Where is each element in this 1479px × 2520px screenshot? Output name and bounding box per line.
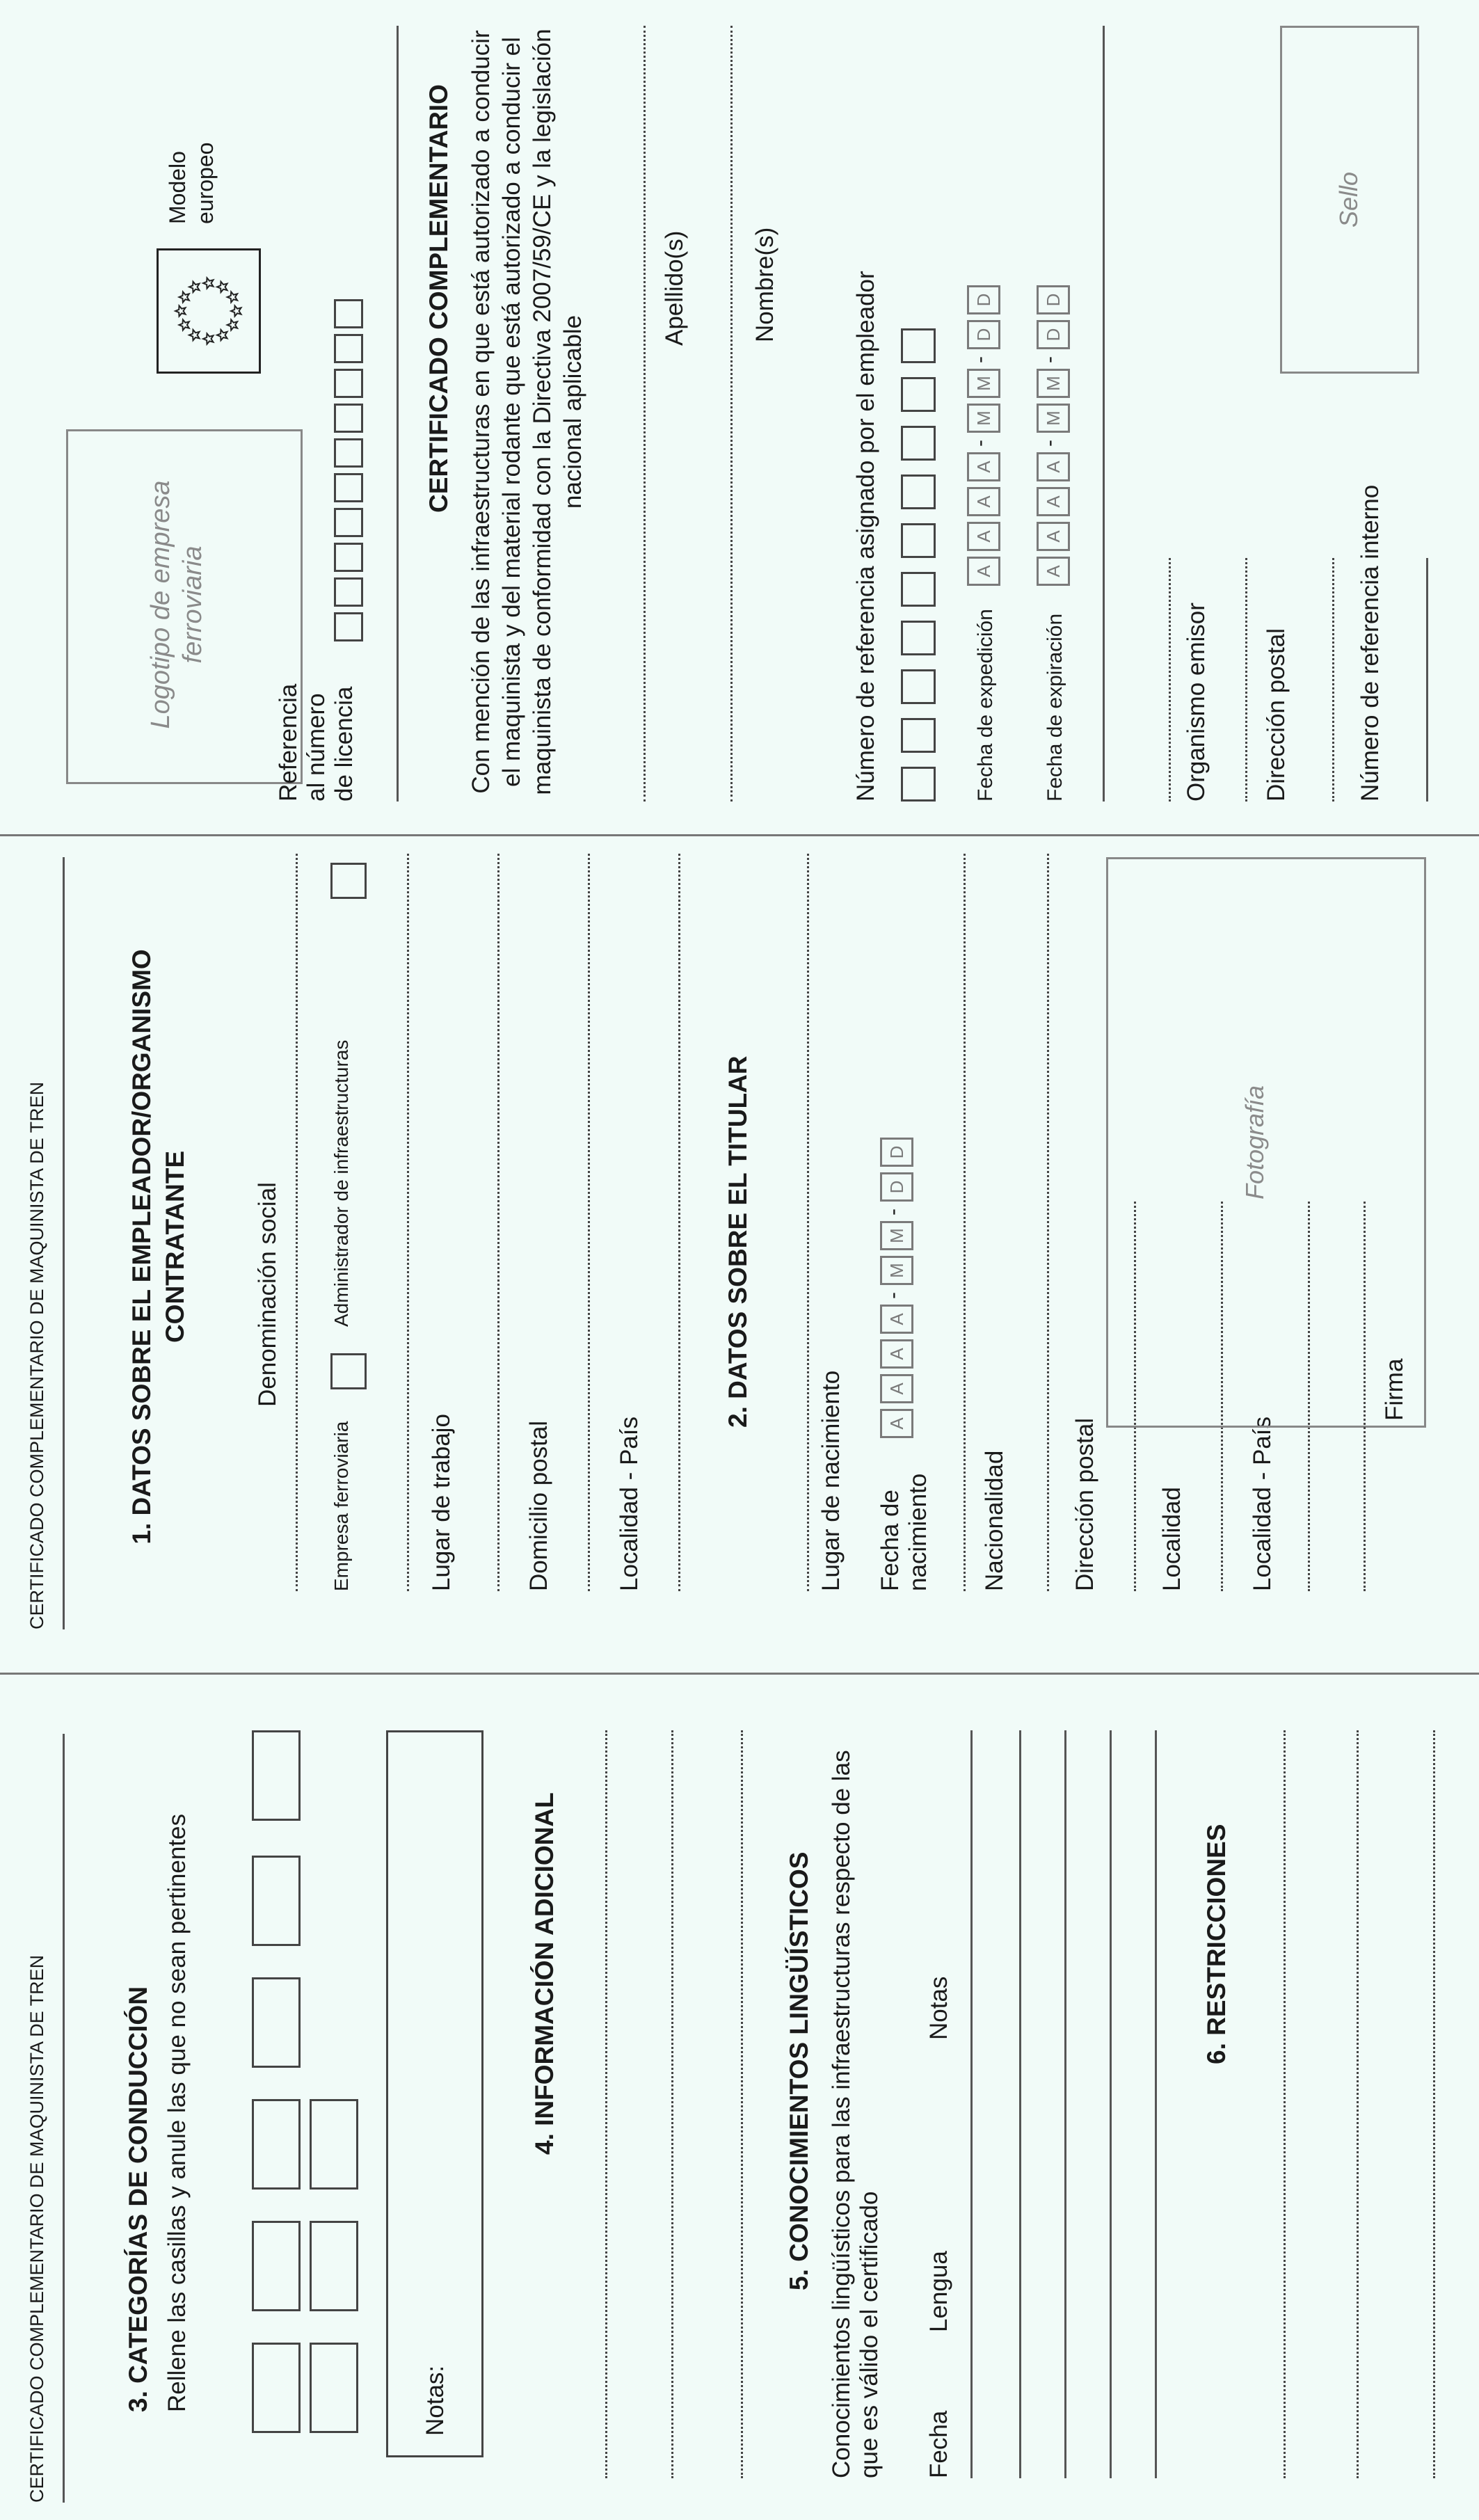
info-line[interactable] xyxy=(671,1730,673,2478)
direccion-postal-label: Dirección postal xyxy=(1263,628,1290,802)
date-box[interactable]: M xyxy=(880,1221,913,1250)
date-box[interactable]: D xyxy=(1037,320,1070,349)
date-box[interactable]: A xyxy=(1037,452,1070,481)
restriction-line[interactable] xyxy=(1357,1730,1359,2478)
organismo-emisor-label: Organismo emisor xyxy=(1183,603,1210,802)
ref-licencia-label: Referencia al número de licencia xyxy=(275,683,358,802)
category-box[interactable] xyxy=(252,1730,301,1821)
eu-stars-icon xyxy=(159,250,259,372)
employer-ref-box[interactable] xyxy=(901,767,936,802)
logo-frame xyxy=(66,429,303,784)
lugar-nacimiento-label: Lugar de nacimiento xyxy=(817,1370,845,1591)
apellidos-label: Apellido(s) xyxy=(661,230,688,346)
nombres-line[interactable] xyxy=(730,26,733,802)
localidad-pais2-label: Localidad - País xyxy=(1249,1417,1276,1591)
date-box[interactable]: A xyxy=(1037,522,1070,551)
header-mid: CERTIFICADO COMPLEMENTARIO DE MAQUINISTA DE TREN xyxy=(26,1081,47,1629)
lugar-trabajo-label: Lugar de trabajo xyxy=(428,1414,455,1591)
star-icon xyxy=(231,305,241,316)
restriction-line[interactable] xyxy=(1284,1730,1286,2478)
photo-frame[interactable] xyxy=(1106,857,1426,1428)
table-row[interactable] xyxy=(1064,1730,1066,2478)
eu-flag xyxy=(157,248,261,374)
date-box[interactable]: A xyxy=(880,1339,913,1369)
certificate-title: CERTIFICADO COMPLEMENTARIO xyxy=(424,84,453,513)
category-box[interactable] xyxy=(252,2343,301,2433)
employer-ref-box[interactable] xyxy=(901,523,936,558)
date-box[interactable]: M xyxy=(1037,404,1070,433)
localidad-pais-label: Localidad - País xyxy=(616,1417,643,1591)
licence-digit-box[interactable] xyxy=(334,473,363,502)
s3-title: 3. CATEGORÍAS DE CONDUCCIÓN xyxy=(124,1986,152,2412)
date-box[interactable]: M xyxy=(967,404,1000,433)
admin-infra-label: Administrador de infraestructuras xyxy=(330,1039,352,1327)
fecha-expiracion-label: Fecha de expiración xyxy=(1044,613,1066,802)
employer-ref-box[interactable] xyxy=(901,475,936,509)
domicilio-label: Domicilio postal xyxy=(525,1420,552,1591)
star-icon xyxy=(175,305,186,316)
s5-title: 5. CONOCIMIENTOS LINGÜÍSTICOS xyxy=(785,1851,813,2290)
date-box[interactable]: A xyxy=(1037,557,1070,586)
date-box[interactable]: A xyxy=(880,1305,913,1334)
header-left: CERTIFICADO COMPLEMENTARIO DE MAQUINISTA DE TREN xyxy=(26,1954,47,2503)
star-icon xyxy=(203,333,214,344)
logo-placeholder: Logotipo de empresa ferroviaria xyxy=(146,480,207,729)
num-ref-interno-label: Número de referencia interno xyxy=(1357,484,1384,802)
category-box[interactable] xyxy=(252,2221,301,2311)
stamp-placeholder: Sello xyxy=(1334,171,1363,228)
direccion-label: Dirección postal xyxy=(1071,1418,1098,1591)
date-box[interactable]: A xyxy=(967,522,1000,551)
notes-box[interactable] xyxy=(386,1730,483,2457)
date-box[interactable]: D xyxy=(880,1172,913,1202)
date-box[interactable]: D xyxy=(967,285,1000,314)
licence-digit-box[interactable] xyxy=(334,508,363,537)
date-separator: - xyxy=(1038,356,1061,363)
nacionalidad-label: Nacionalidad xyxy=(981,1450,1008,1591)
s4-title: 4. INFORMACIÓN ADICIONAL xyxy=(530,1792,559,2155)
rule xyxy=(397,26,399,802)
date-separator: - xyxy=(968,440,991,447)
modelo-europeo: Modelo europeo xyxy=(165,142,218,224)
header-rule-left xyxy=(63,1734,65,2503)
employer-ref-box[interactable] xyxy=(901,621,936,655)
licence-digit-box[interactable] xyxy=(334,577,363,607)
info-line[interactable] xyxy=(605,1730,607,2478)
rule xyxy=(1103,26,1105,802)
admin-infra-checkbox[interactable] xyxy=(330,863,367,899)
employer-ref-box[interactable] xyxy=(901,718,936,753)
date-box[interactable]: D xyxy=(1037,285,1070,314)
licence-digit-box[interactable] xyxy=(334,612,363,641)
star-icon xyxy=(227,319,238,330)
photo-placeholder: Fotografía xyxy=(1240,1085,1269,1200)
nacionalidad-line[interactable] xyxy=(1047,854,1049,1591)
s1-title: 1. DATOS SOBRE EL EMPLEADOR/ORGANISMO CONTRATANTE xyxy=(127,949,189,1545)
licence-digit-box[interactable] xyxy=(334,404,363,433)
domicilio-line[interactable] xyxy=(588,854,590,1591)
star-icon xyxy=(179,292,189,302)
employer-ref-box[interactable] xyxy=(901,669,936,704)
col-notas: Notas xyxy=(925,1976,952,2040)
category-box[interactable] xyxy=(252,1977,301,2068)
direccion-postal-line[interactable] xyxy=(1332,558,1334,802)
fold-line xyxy=(0,1673,1479,1675)
col-lengua: Lengua xyxy=(925,2251,952,2332)
localidad-label: Localidad xyxy=(1158,1487,1185,1591)
employer-ref-box[interactable] xyxy=(901,426,936,461)
star-icon xyxy=(179,319,189,330)
date-box[interactable]: D xyxy=(880,1138,913,1167)
table-row[interactable] xyxy=(1110,1730,1112,2478)
date-box[interactable]: M xyxy=(880,1256,913,1285)
licence-digit-box[interactable] xyxy=(334,299,363,328)
category-box[interactable] xyxy=(252,1856,301,1946)
star-icon xyxy=(189,330,200,340)
num-ref-interno-line[interactable] xyxy=(1426,558,1428,802)
separator xyxy=(964,854,966,1591)
s5-description: Conocimientos lingüísticos para las infraestructuras respecto de las que es válido el certificado xyxy=(828,1750,883,2478)
denominacion-label: Denominación social xyxy=(254,1182,281,1407)
category-box[interactable] xyxy=(310,2099,358,2190)
date-box[interactable]: A xyxy=(967,452,1000,481)
apellido-line[interactable] xyxy=(807,854,809,1591)
table-row[interactable] xyxy=(1155,1730,1157,2478)
date-box[interactable]: A xyxy=(880,1409,913,1438)
licence-digit-box[interactable] xyxy=(334,543,363,572)
s3-instructions: Rellene las casillas y anule las que no sean pertinentes xyxy=(163,1814,191,2412)
s6-title: 6. RESTRICCIONES xyxy=(1202,1824,1231,2064)
stamp-frame xyxy=(1280,26,1419,374)
firma-line[interactable] xyxy=(1364,1202,1366,1591)
employer-ref-box[interactable] xyxy=(901,328,936,363)
apellidos-line[interactable] xyxy=(643,26,646,802)
star-icon xyxy=(217,330,227,340)
licence-digit-box[interactable] xyxy=(334,369,363,398)
fold-line xyxy=(0,834,1479,836)
num-ref-empleador-label: Número de referencia asignado por el empleador xyxy=(852,271,879,802)
category-box[interactable] xyxy=(252,2099,301,2190)
star-icon xyxy=(203,278,214,288)
header-rule-mid xyxy=(63,857,65,1629)
fecha-nacimiento-label: Fecha de nacimiento xyxy=(877,1473,932,1591)
date-box[interactable]: A xyxy=(880,1374,913,1403)
separator xyxy=(407,854,409,1591)
empresa-ferroviaria-label: Empresa ferroviaria xyxy=(330,1421,352,1591)
star-icon xyxy=(189,282,200,292)
star-icon xyxy=(227,292,238,302)
employer-ref-box[interactable] xyxy=(901,377,936,412)
category-box[interactable] xyxy=(310,2343,358,2433)
firma-label: Firma xyxy=(1381,1358,1408,1421)
date-box[interactable]: A xyxy=(967,487,1000,516)
certificate-description: Con mención de las infraestructuras en que está autorizado a conducir el maquinista y del material rodante que está autorizado a conducir el maquinista de conformidad con la Directiva 2007/59/CE y la legislación nacional aplicable xyxy=(467,29,586,795)
notes-label: Notas: xyxy=(422,2365,449,2436)
date-separator: - xyxy=(968,356,991,363)
nombres-label: Nombre(s) xyxy=(751,227,778,342)
denominacion-line[interactable] xyxy=(296,854,298,1591)
info-line[interactable] xyxy=(741,1730,743,2478)
date-box[interactable]: A xyxy=(967,557,1000,586)
date-box[interactable]: M xyxy=(967,369,1000,398)
fecha-expedicion-label: Fecha de expedición xyxy=(974,609,997,802)
localidad-pais-line[interactable] xyxy=(678,854,680,1591)
table-rule xyxy=(970,1730,973,2478)
date-separator: - xyxy=(1038,440,1061,447)
star-icon xyxy=(217,282,227,292)
col-fecha: Fecha xyxy=(925,2410,952,2478)
table-row[interactable] xyxy=(1019,1730,1021,2478)
date-box[interactable]: M xyxy=(1037,369,1070,398)
date-separator: - xyxy=(881,1209,904,1215)
employer-ref-box[interactable] xyxy=(901,572,936,607)
s2-title: 2. DATOS SOBRE EL TITULAR xyxy=(723,1055,752,1428)
separator xyxy=(1169,558,1171,802)
licence-digit-box[interactable] xyxy=(334,334,363,363)
restriction-line[interactable] xyxy=(1433,1730,1435,2478)
category-box[interactable] xyxy=(310,2221,358,2311)
licence-digit-box[interactable] xyxy=(334,438,363,468)
date-box[interactable]: D xyxy=(967,320,1000,349)
lugar-trabajo-line[interactable] xyxy=(497,854,499,1591)
date-separator: - xyxy=(881,1292,904,1299)
date-box[interactable]: A xyxy=(1037,487,1070,516)
organismo-emisor-line[interactable] xyxy=(1245,558,1247,802)
empresa-ferroviaria-checkbox[interactable] xyxy=(330,1353,367,1389)
